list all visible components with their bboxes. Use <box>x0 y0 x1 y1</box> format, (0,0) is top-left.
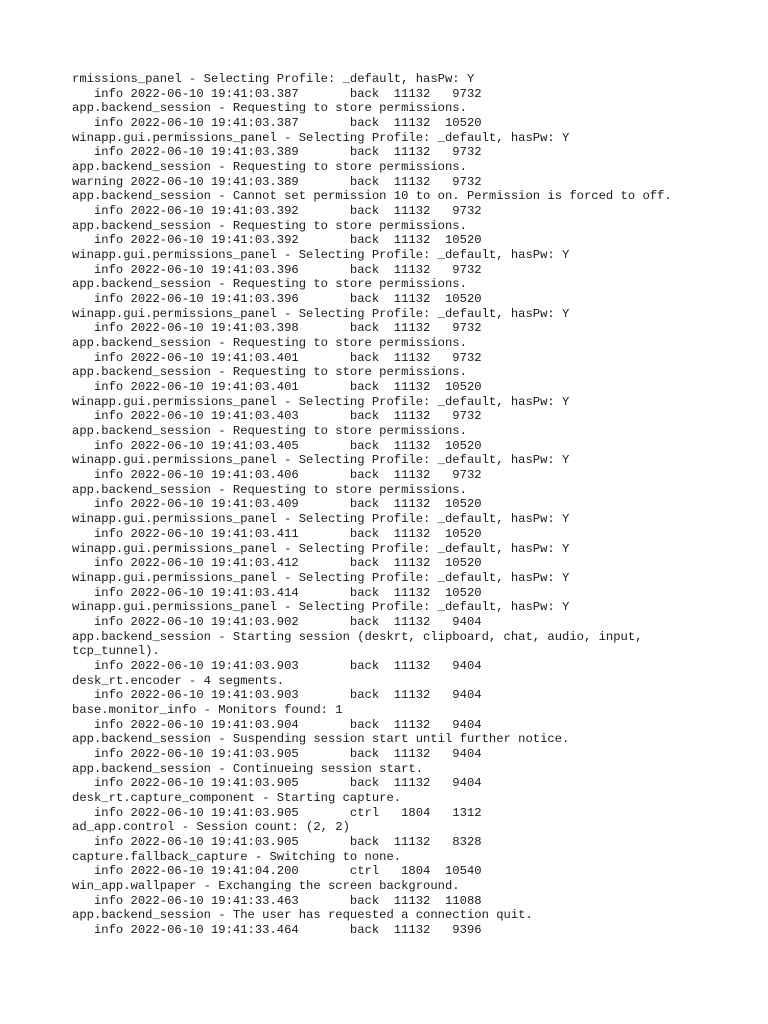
log-line: info 2022-06-10 19:41:03.401 back 11132 10520 <box>72 380 482 395</box>
log-line: app.backend_session - Requesting to store permissions. <box>72 365 467 380</box>
log-line: info 2022-06-10 19:41:03.412 back 11132 10520 <box>72 556 482 571</box>
log-line: app.backend_session - Requesting to store permissions. <box>72 277 467 292</box>
log-line: info 2022-06-10 19:41:03.396 back 11132 9732 <box>72 262 482 277</box>
log-line: winapp.gui.permissions_panel - Selecting Profile: _default, hasPw: Y <box>72 453 570 468</box>
log-line: info 2022-06-10 19:41:03.411 back 11132 10520 <box>72 526 482 541</box>
log-line: info 2022-06-10 19:41:03.904 back 11132 9404 <box>72 717 482 732</box>
log-line: winapp.gui.permissions_panel - Selecting Profile: _default, hasPw: Y <box>72 130 570 145</box>
log-line: app.backend_session - Requesting to store permissions. <box>72 160 467 175</box>
log-line: app.backend_session - Requesting to store permissions. <box>72 218 467 233</box>
log-line: app.backend_session - Cannot set permission 10 to on. Permission is forced to off. <box>72 189 672 204</box>
log-line: info 2022-06-10 19:41:03.905 back 11132 8328 <box>72 834 482 849</box>
log-line: info 2022-06-10 19:41:03.389 back 11132 9732 <box>72 145 482 160</box>
log-line: capture.fallback_capture - Switching to none. <box>72 849 402 864</box>
log-text <box>72 72 672 938</box>
log-line: info 2022-06-10 19:41:03.392 back 11132 10520 <box>72 233 482 248</box>
log-line: base.monitor_info - Monitors found: 1 <box>72 702 343 717</box>
log-line: desk_rt.encoder - 4 segments. <box>72 673 285 688</box>
log-line: app.backend_session - Starting session (deskrt, clipboard, chat, audio, input, <box>72 629 643 644</box>
log-line: winapp.gui.permissions_panel - Selecting Profile: _default, hasPw: Y <box>72 306 570 321</box>
log-line: ad_app.control - Session count: (2, 2) <box>72 820 350 835</box>
log-line: info 2022-06-10 19:41:03.387 back 11132 10520 <box>72 116 482 131</box>
log-line: winapp.gui.permissions_panel - Selecting Profile: _default, hasPw: Y <box>72 570 570 585</box>
log-line: info 2022-06-10 19:41:03.405 back 11132 10520 <box>72 438 482 453</box>
log-line: info 2022-06-10 19:41:03.414 back 11132 10520 <box>72 585 482 600</box>
log-line: app.backend_session - Requesting to store permissions. <box>72 424 467 439</box>
log-line: info 2022-06-10 19:41:33.464 back 11132 9396 <box>72 922 482 937</box>
log-line: rmissions_panel - Selecting Profile: _default, hasPw: Y <box>72 72 475 86</box>
log-line: warning 2022-06-10 19:41:03.389 back 11132 9732 <box>72 174 482 189</box>
log-line: app.backend_session - Suspending session start until further notice. <box>72 732 570 747</box>
log-line: info 2022-06-10 19:41:03.406 back 11132 9732 <box>72 468 482 483</box>
log-line: info 2022-06-10 19:41:03.903 back 11132 9404 <box>72 658 482 673</box>
log-line: info 2022-06-10 19:41:33.463 back 11132 11088 <box>72 893 482 908</box>
log-line: info 2022-06-10 19:41:03.401 back 11132 9732 <box>72 350 482 365</box>
log-line: app.backend_session - Requesting to store permissions. <box>72 482 467 497</box>
log-line: info 2022-06-10 19:41:03.902 back 11132 9404 <box>72 614 482 629</box>
log-line: winapp.gui.permissions_panel - Selecting Profile: _default, hasPw: Y <box>72 512 570 527</box>
log-line: app.backend_session - Requesting to store permissions. <box>72 336 467 351</box>
log-line: app.backend_session - Requesting to store permissions. <box>72 101 467 116</box>
log-line: app.backend_session - The user has requested a connection quit. <box>72 908 533 923</box>
log-line: winapp.gui.permissions_panel - Selecting Profile: _default, hasPw: Y <box>72 541 570 556</box>
log-line: app.backend_session - Continueing session start. <box>72 761 424 776</box>
log-line: info 2022-06-10 19:41:03.387 back 11132 9732 <box>72 86 482 101</box>
log-line: info 2022-06-10 19:41:03.905 back 11132 9404 <box>72 746 482 761</box>
log-line: info 2022-06-10 19:41:03.392 back 11132 9732 <box>72 204 482 219</box>
log-line: winapp.gui.permissions_panel - Selecting Profile: _default, hasPw: Y <box>72 248 570 263</box>
log-line: winapp.gui.permissions_panel - Selecting Profile: _default, hasPw: Y <box>72 600 570 615</box>
log-line: info 2022-06-10 19:41:04.200 ctrl 1804 10540 <box>72 864 482 879</box>
log-line: tcp_tunnel). <box>72 644 160 659</box>
log-line: win_app.wallpaper - Exchanging the screen background. <box>72 878 460 893</box>
log-line: info 2022-06-10 19:41:03.905 back 11132 9404 <box>72 776 482 791</box>
log-line: winapp.gui.permissions_panel - Selecting Profile: _default, hasPw: Y <box>72 394 570 409</box>
log-line: info 2022-06-10 19:41:03.396 back 11132 10520 <box>72 292 482 307</box>
log-line: info 2022-06-10 19:41:03.903 back 11132 9404 <box>72 688 482 703</box>
log-line: desk_rt.capture_component - Starting capture. <box>72 790 402 805</box>
log-line: info 2022-06-10 19:41:03.905 ctrl 1804 1312 <box>72 805 482 820</box>
log-line: info 2022-06-10 19:41:03.409 back 11132 10520 <box>72 497 482 512</box>
log-line: info 2022-06-10 19:41:03.398 back 11132 9732 <box>72 321 482 336</box>
log-line: info 2022-06-10 19:41:03.403 back 11132 9732 <box>72 409 482 424</box>
